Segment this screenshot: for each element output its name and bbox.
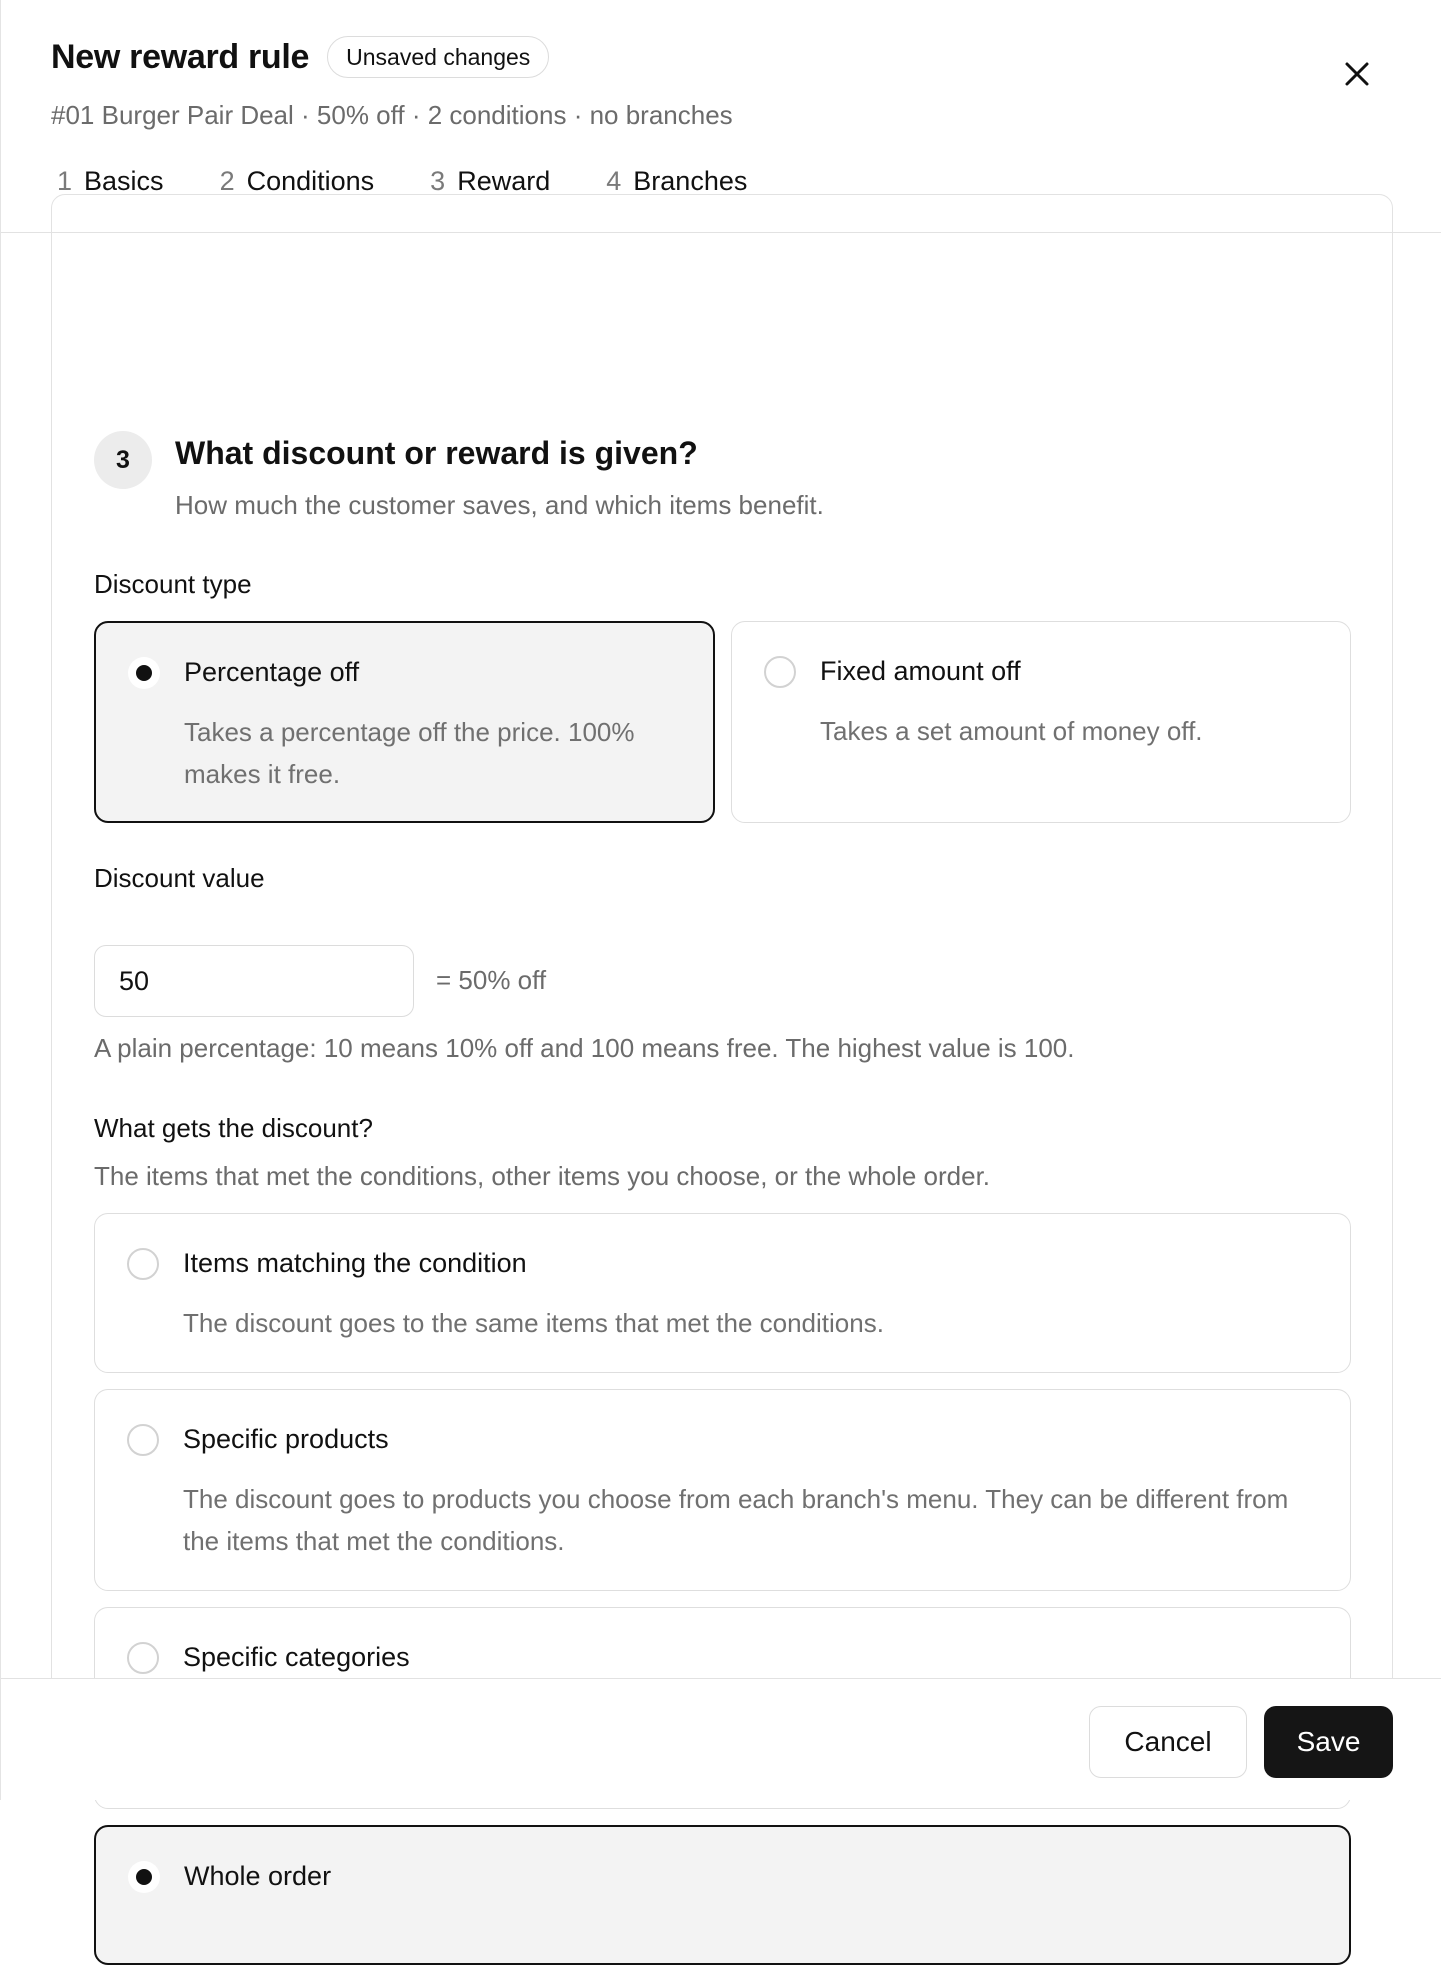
option-title: Percentage off: [184, 657, 360, 687]
modal-footer: [1, 1678, 1441, 1800]
tab-label: Branches: [633, 166, 748, 196]
option-specific-products[interactable]: [94, 1389, 1351, 1591]
option-whole-order[interactable]: [94, 1825, 1351, 1965]
tab-branches[interactable]: [606, 166, 747, 197]
option-description: The discount goes to products you choose from each branch's menu. They can be different from the items that met the conditions.: [183, 1484, 1289, 1556]
step-number: 3: [94, 431, 152, 489]
option-title: Fixed amount off: [820, 656, 1021, 686]
tab-number: 1: [57, 166, 73, 196]
radio-unselected[interactable]: [127, 1424, 159, 1456]
section-subtitle: How much the customer saves, and which items benefit.: [175, 490, 824, 520]
tab-label: Basics: [84, 166, 164, 196]
option-title: Specific categories: [183, 1642, 410, 1672]
option-items-matching-condition[interactable]: [94, 1213, 1351, 1373]
title-row: [51, 36, 549, 78]
discount-value-helper: A plain percentage: 10 means 10% off and 100 means free. The highest value is 100.: [94, 1033, 1075, 1063]
unsaved-badge: Unsaved changes: [327, 36, 549, 78]
option-percentage-off[interactable]: [94, 621, 715, 823]
tab-number: 2: [219, 166, 235, 196]
option-title: Whole order: [184, 1861, 332, 1891]
step-tabs: [57, 166, 803, 197]
discount-value-label: Discount value: [94, 863, 265, 893]
tab-conditions[interactable]: [220, 166, 375, 197]
tab-reward[interactable]: [430, 166, 550, 197]
tab-number: 4: [606, 166, 622, 196]
option-description: The discount goes to the same items that met the conditions.: [183, 1308, 884, 1338]
option-title: Specific products: [183, 1424, 389, 1454]
radio-unselected[interactable]: [127, 1248, 159, 1280]
section-title: What discount or reward is given?: [175, 435, 698, 471]
option-description: Takes a percentage off the price. 100% makes it free.: [184, 717, 635, 789]
close-icon: [1344, 61, 1370, 87]
option-title: Items matching the condition: [183, 1248, 527, 1278]
tab-number: 3: [430, 166, 446, 196]
discount-value-input[interactable]: [94, 945, 414, 1017]
option-description: Takes a set amount of money off.: [820, 716, 1203, 746]
option-fixed-amount-off[interactable]: [731, 621, 1351, 823]
tab-label: Conditions: [246, 166, 375, 196]
close-button[interactable]: [1331, 48, 1383, 100]
discount-type-label: Discount type: [94, 569, 252, 599]
radio-unselected[interactable]: [127, 1642, 159, 1674]
tab-label: Reward: [457, 166, 551, 196]
page-title: New reward rule: [51, 37, 310, 76]
tab-basics[interactable]: [57, 166, 164, 197]
save-button[interactable]: Save: [1264, 1706, 1393, 1778]
radio-unselected[interactable]: [764, 656, 796, 688]
discount-value-equivalent: = 50% off: [436, 965, 547, 995]
target-helper: The items that met the conditions, other items you choose, or the whole order.: [94, 1161, 991, 1191]
rule-summary: #01 Burger Pair Deal · 50% off · 2 conditions · no branches: [51, 100, 733, 130]
cancel-button[interactable]: Cancel: [1089, 1706, 1247, 1778]
radio-selected[interactable]: [128, 657, 160, 689]
radio-selected[interactable]: [128, 1861, 160, 1893]
target-label: What gets the discount?: [94, 1113, 373, 1143]
